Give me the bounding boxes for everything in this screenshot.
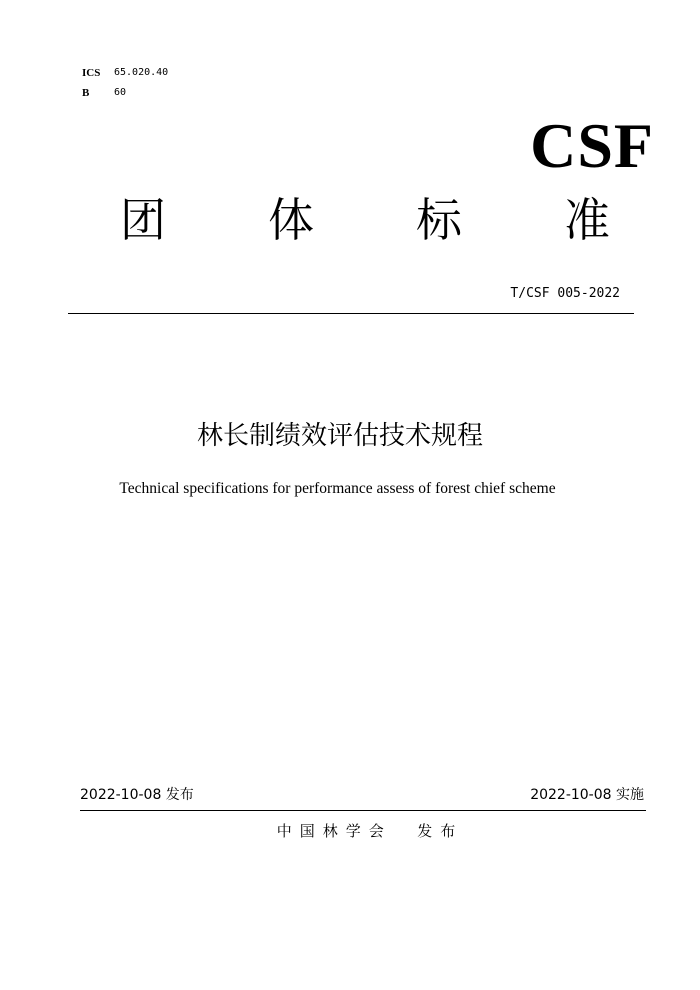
standard-type-char: 团 — [120, 193, 166, 247]
standard-type-char: 标 — [416, 193, 462, 247]
csf-logo: CSF — [530, 110, 654, 181]
classification-codes — [82, 63, 168, 103]
document-title-chinese: 林长制绩效评估技术规程 — [196, 421, 483, 451]
ics-code: 65.020.40 — [114, 67, 169, 78]
ccs-label: B — [82, 87, 90, 99]
ccs-row — [82, 83, 168, 103]
top-divider — [68, 313, 634, 314]
standard-type-char: 体 — [268, 193, 314, 247]
ics-label: ICS — [82, 67, 101, 79]
standard-number: T/CSF 005-2022 — [510, 286, 620, 301]
document-title-english: Technical specifications for performance assess of forest chief scheme — [119, 480, 556, 497]
ics-row — [82, 63, 168, 83]
ccs-code: 60 — [114, 87, 127, 98]
standard-type-heading — [120, 190, 610, 250]
publisher-line: 中国林学会 发布 — [276, 822, 464, 840]
issue-date: 2022-10-08 发布 — [80, 787, 194, 803]
standard-type-char: 准 — [564, 193, 610, 247]
implementation-date: 2022-10-08 实施 — [530, 787, 644, 803]
bottom-divider — [80, 810, 646, 811]
